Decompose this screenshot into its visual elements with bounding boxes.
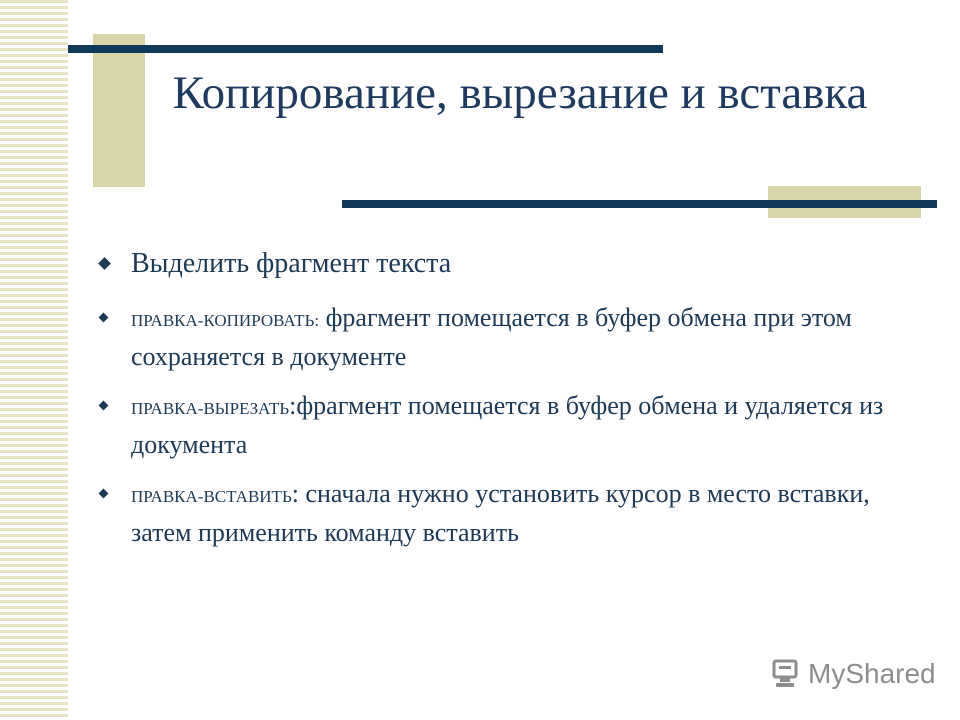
bullet-text: Выделить фрагмент текста — [131, 248, 452, 279]
bullet-command: ПРАВКА-КОПИРОВАТЬ: — [131, 311, 320, 330]
title-rule-bottom — [342, 200, 937, 208]
bullet-item — [98, 476, 908, 551]
bullet-text: фрагмент помещается в буфер обмена при этом сохраняется в документе — [131, 303, 852, 371]
olive-block-top — [93, 34, 145, 187]
bullet-command: ПРАВКА-ВЫРЕЗАТЬ — [131, 399, 290, 418]
diamond-bullet-icon — [99, 313, 109, 323]
watermark-logo — [768, 656, 936, 692]
left-stripes-decoration — [0, 0, 68, 720]
bullet-command: ПРАВКА-ВСТАВИТЬ — [131, 487, 292, 506]
bullet-item — [98, 388, 908, 463]
diamond-bullet-icon — [98, 257, 111, 270]
bullet-text: :фрагмент помещается в буфер обмена и удаляется из документа — [131, 391, 884, 459]
slide-title: Копирование, вырезание и вставка — [172, 67, 868, 119]
diamond-bullet-icon — [99, 401, 109, 411]
title-rule-top — [68, 45, 663, 53]
bullet-text: : сначала нужно установить курсор в место вставки, затем применить команду вставить — [131, 479, 870, 547]
bullet-item — [98, 244, 908, 284]
diamond-bullet-icon — [99, 489, 109, 499]
watermark-text: MyShared — [808, 658, 936, 689]
bullet-item — [98, 300, 908, 375]
monitor-icon — [768, 658, 802, 690]
bullet-list — [98, 244, 908, 551]
